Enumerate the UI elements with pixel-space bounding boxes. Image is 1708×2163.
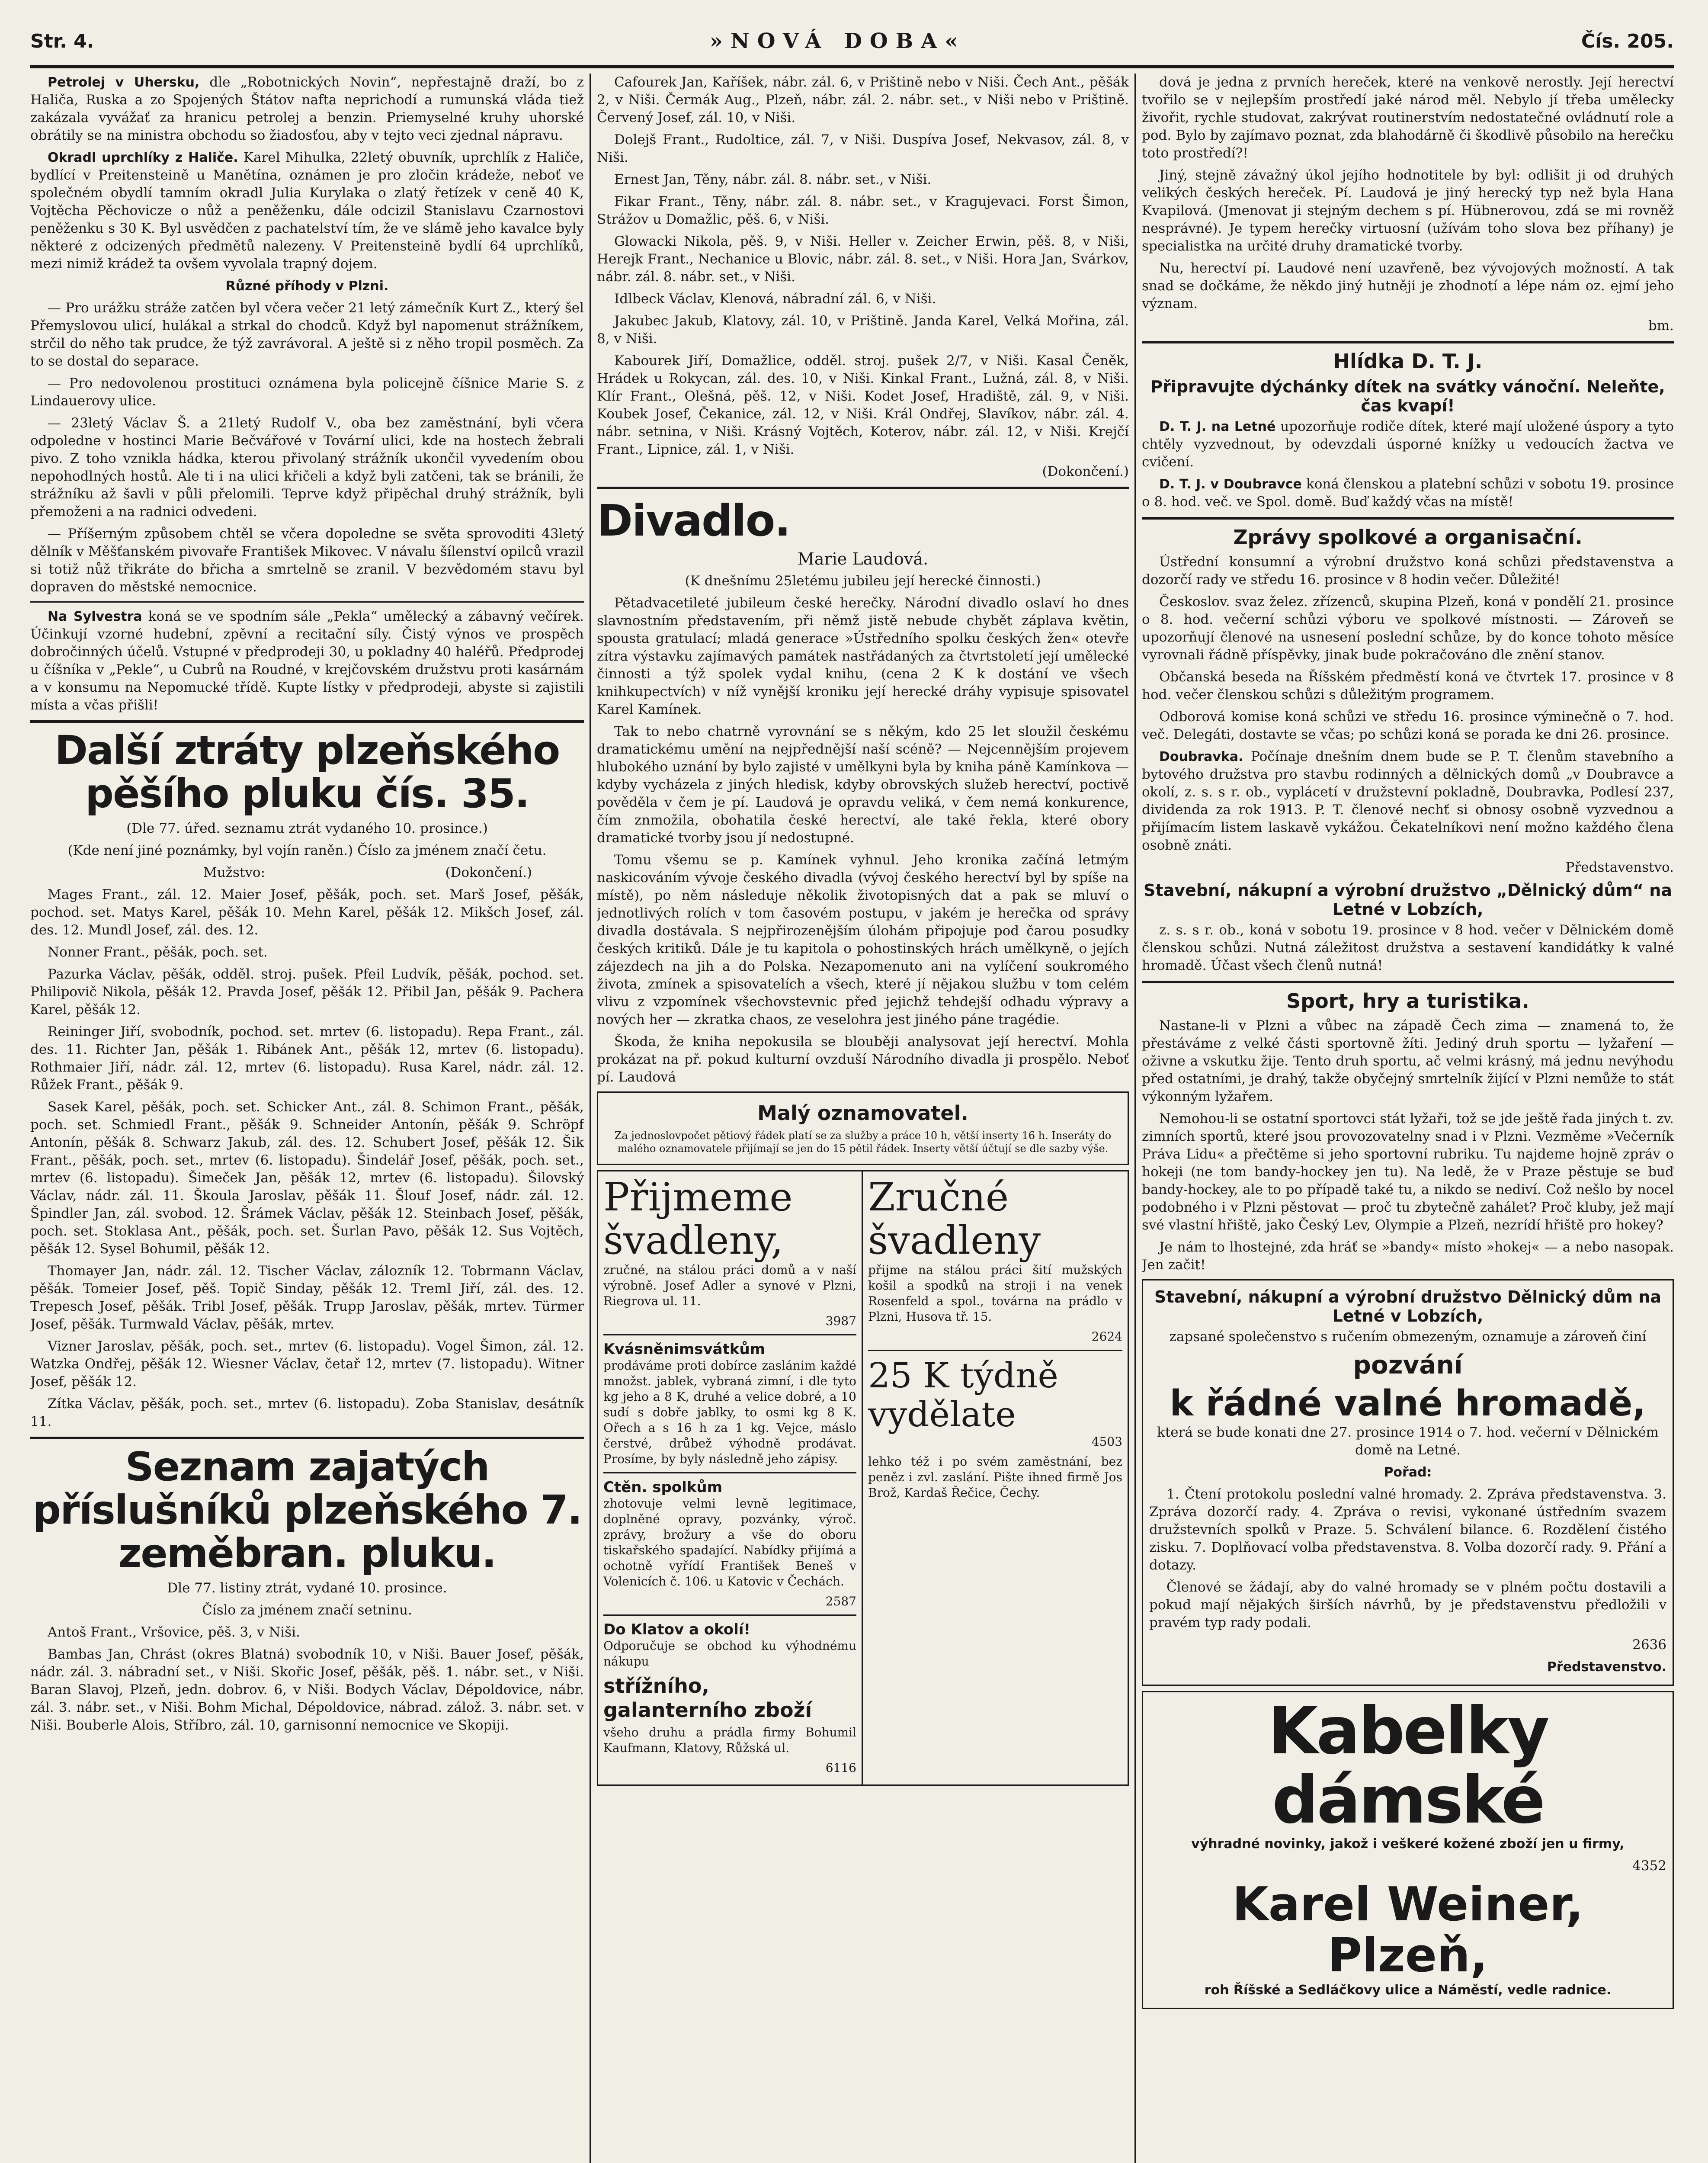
list-item: Pazurka Václav, pěšák, odděl. stroj. pušek. Pfeil Ludvík, pěšák, pochod. set. Philipovič Nikola, pěšák 12. Pravda Josef, pěšák 12. Přibil Jan, pěšák 9. Pachera Karel, pěšák 12. [30, 966, 584, 1017]
section-heading: Sport, hry a turistika. [1286, 989, 1529, 1013]
list-item: Glowacki Nikola, pěš. 9, v Niši. Heller v. Zeicher Erwin, pěš. 8, v Niši, Herejk Frant., Nechanice u Blovic, nábr. zál. 8. set., v Niši. Hora Jan, Svárkov, nábr. zál. 8. nábr. set., v Niši. [597, 234, 1129, 285]
ad-weiner [1142, 1691, 1674, 2009]
ad-number: 4503 [1091, 1435, 1122, 1449]
list-item: Mages Frant., zál. 12. Maier Josef, pěšák, poch. set. Marš Josef, pěšák, pochod. set. Matys Karel, pěšák 10. Mehn Karel, pěšák 12. Mikšch Josef, zál. des. 12. Mundl Josef, zál. des. 12. [30, 887, 584, 938]
section-heading-divadlo: Divadlo. [597, 495, 790, 546]
continuation-note: (Dokončení.) [1042, 464, 1129, 479]
ads-grid [597, 1170, 1129, 1786]
article-title: Marie Laudová. [797, 549, 929, 568]
ad-number: 3987 [825, 1314, 856, 1328]
ad-headline: Karel Weiner, Plzeň, [1232, 1877, 1583, 1983]
article-paragraph: Nastane-li v Plzni a vůbec na západě Čech zima — znamená to, že přestáváme z velké části sportovně žíti. Jediný druh sportu — lyžaření — oživne a vskutku žije. Tento druh sportu, ač velmi krásný, má jednu nevýhodu před ostatními, je drahý, takže obyčejný smrtelník žijící v Plzni nemůže to stát výkonným lyžařem. [1142, 1018, 1674, 1104]
subheading: (Dle 77. úřed. seznamu ztrát vydaného 10. prosince.) [126, 821, 488, 836]
divider [30, 1437, 584, 1439]
notice-heading: Stavební, nákupní a výrobní družstvo „Dělnický dům“ na Letné v Lobzích, [1144, 881, 1672, 919]
ad-text: která se bude konati dne 27. prosince 1914 o 7. hod. večerní v Dělnickém domě na Letné. [1157, 1425, 1659, 1458]
ad-text: přijme na stálou práci šití mužských košil a spodků na stroji i na venek Rosenfeld a spol., továrna na prádlo v Plzni, Husova tř. 15. [868, 1263, 1122, 1324]
article-paragraph: Nu, herectví pí. Laudové není uzavřeně, bez vývojových možností. A tak snad se dočkáme, že někdo jiný hutněji je zhodnotí a lépe nám oz. ejmí jeho význam. [1142, 260, 1674, 311]
ad-headline: Do Klatov a okolí! [603, 1621, 750, 1638]
article-paragraph: — 23letý Václav Š. a 21letý Rudolf V., oba bez zaměstnání, byli včera odpoledne v hostinci Marie Bečvářové v Tovární ulici, kde na hostech žebrali pivo. Z toho vznikla hádka, kterou přivolaný strážník ukončil vyvedením obou nepohodlných hostů. Ale ti i na ulici křičeli a když byli zatčeni, tak se bránili, že strážníku až šavli v půli přelomili. Teprve když připěchal druhý strážník, byli přemoženi a na radnici odvedeni. [30, 415, 584, 520]
notice-heading: Připravujte dýchánky dítek na svátky vánoční. Neleňte, čas kvapí! [1150, 377, 1665, 415]
notice-paragraph: Odborová komise koná schůzi ve středu 16. prosince výminečně o 7. hod. več. Delegáti, dostavte se včas; po schůzi koná se porada ke dni 26. prosince. [1142, 709, 1674, 742]
ad-headline: střížního, galanterního zboží [603, 1674, 812, 1722]
notice-paragraph: D. T. J. na Letné upozorňuje rodiče dítek, které mají uložené úspory a tyto chtěly vyzvednout, by odevzdali úsporné knížky u vedoucích žactva ve cvičení. [1142, 419, 1674, 470]
article-heading: Různé příhody v Plzni. [225, 279, 389, 294]
column-divider [1134, 74, 1136, 2163]
list-item: Ernest Jan, Těny, nábr. zál. 8. nábr. set., v Niši. [614, 172, 932, 187]
article-paragraph: Nemohou-li se ostatní sportovci stát lyžaři, tož se jde ještě řada jiných t. zv. zimních sportů, které jsou provozovatelny snad i v Plzni. Vezměme »Večerník Práva Lidu« a přečtěme si jeho sportovní rubriku. Tu najdeme hojně zpráv o hokeji (ne tom bandy-hockey jen tu). Na ledě, že v Praze pěstuje se buď bandy-hockey, ale to po případě také tu, a nikdo se nediví. Což nešlo by nocel podobného i v Plzni pěstovat — proč tu zbytečně zahálet? Proč kluby, jež mají své vlastní hřiště, jako Český Lev, Olympie a Plzeň, nezrídí hřiště pro hokey? [1142, 1111, 1674, 1233]
ad-number: 2624 [1091, 1329, 1122, 1344]
article-okradl: Okradl uprchlíky z Haliče. Karel Mihulka, 22letý obuvník, uprchlík z Haliče, bydlící v Preitensteině u Manětína, oznámen je pro zločin krádeže, neboť ve společném obydlí tamním okradl Julia Kurylaka o zlatý řetízek v ceně 40 K, Vojtěcha Pěchovicze o nůž a peněženku, dále odcizil Stanislavu Czarnostovi peněženku s 30 K. Byl usvědčen z pachatelství tím, že ve slámě jeho kavalce byly některé z odcizených předmětů nalezeny. V Preitensteině bydlí 64 uprchlíků, mezi nimiž krádež ta ovšem vyvolala trapný dojem. [30, 150, 584, 272]
column-left [30, 74, 584, 2163]
article-paragraph: Tak to nebo chatrně vyrovnání se s někým, kdo 25 let sloužil českému dramatickému umění na nejpřednější naší scéně? — Nejcennějším projevem hlubokého uznání by bylo zajisté v umělkyni byla by kniha páně Kamínkova — kdyby vycházela z jiných hledisk, kdyby obrovských služeb herectví, poctivě pověděla v čem je pí. Laudová je opravdu veliká, v čem nemá konkurence, čím znmožila, obohatila české herectví, ale také řekla, které obory dramatické tvorby jsou jí nedostupné. [597, 724, 1129, 846]
section-heading: Další ztráty plzeňského pěšího pluku čís. 35. [54, 727, 560, 817]
divider [603, 1614, 856, 1616]
ad-number: 2587 [825, 1594, 856, 1608]
ad-number: 6116 [825, 1761, 856, 1775]
ad-text: zhotovuje velmi levně legitimace, doplněné opravy, pozvánky, výroč. zprávy, brožury a vše do oboru tiskařského spadající. Nabídky přijímá a ochotně vyřídí František Beneš v Volenicích č. 106. u Katovic v Čechách. [603, 1496, 856, 1589]
section-heading: Hlídka D. T. J. [1333, 350, 1483, 373]
ad-text: zručné, na stálou práci domů a v naší výrobně. Josef Adler a synové v Plzni, Riegrova ul. 11. [603, 1263, 856, 1308]
note: (Kde není jiné poznámky, byl vojín raněn.) Číslo za jménem značí četu. [67, 843, 547, 858]
ad-text: zapsané společenstvo s ručením obmezeným, oznamuje a zároveň činí [1169, 1329, 1647, 1345]
divider [603, 1472, 856, 1473]
list-item: Nonner Frant., pěšák, poch. set. [48, 944, 268, 960]
ad-text: Odporučuje se obchod ku výhodnému nákupu [603, 1639, 856, 1669]
ad-headline: 25 K týdně vydělate [868, 1355, 1058, 1435]
ad-number: 4352 [1632, 1858, 1666, 1874]
list-item: Sasek Karel, pěšák, poch. set. Schicker Ant., zál. 8. Schimon Frant., pěšák, poch. set. Schmiedl Frant., pěšák 9. Schneider Antonín, pěšák 9. Schröpf Antonín, pěšák 8. Schwarz Jakub, zál. des. 12. Schubert Josef, pěšák 12. Šik Frant., pěšák, poch. set., mrtev (6. listopadu). Šindelář Josef, pěšák, poch. set., mrtev (6. listopadu). Šimeček Jan, pěšák 12, mrtev (6. listopadu). Šilovský Václav, nádr. zál. 11. Škoula Jaroslav, pěšák 11. Šlouf Josef, nádr. zál. 12. Špindler Jan, zál. svobod. 12. Šrámek Václav, pěšák 12. Steinbach Josef, pěšák, poch. set. Stoklasa Ant., pěšák, poch. set. Šurlan Pavo, pěšák 12. Sus Vojtěch, pěšák 12. Sysel Bohumil, pěšák 12. [30, 1099, 584, 1257]
list-item: Reininger Jiří, svobodník, pochod. set. mrtev (6. listopadu). Repa Frant., zál. des. 11. Richter Jan, pěšák 1. Ribánek Ant., pěšák 12, mrtev (6. listopadu). Rothmaier Jiří, nádr. zál. 12, mrtev (6. listopadu). Rusa Karel, nádr. zál. 12. Růžek Frant., pěšák 9. [30, 1024, 584, 1093]
section-heading: Zprávy spolkové a organisační. [1233, 526, 1583, 549]
note: Číslo za jménem značí setninu. [202, 1602, 412, 1618]
list-item: Zítka Václav, pěšák, poch. set., mrtev (6. listopadu). Zoba Stanislav, desátník 11. [30, 1396, 584, 1429]
list-item: Fikar Frant., Těny, nábr. zál. 8. nábr. set., v Kragujevaci. Forst Šimon, Strážov u Domažlic, pěš. 6, v Niši. [597, 194, 1129, 227]
ad-text: všeho druhu a prádla firmy Bohumil Kaufmann, Klatovy, Růžská ul. [603, 1725, 856, 1755]
ad-headline: Kabelky dámské [1268, 1694, 1548, 1838]
ad-text: prodáváme proti dobírce zaslánim každé množst. jablek, vybraná zimní, i dle tyto kg jeho a 8 K, druhé a velice dobré, a 10 sudí s dobře jablky, to osmi kg 8 K. Ořech a s 16 h za 1 kg. Vejce, máslo čerstvé, drůbež výhodně prodávat. Prosíme, by byly následně jeho zápisy. [603, 1358, 856, 1466]
ad-address: roh Říšské a Sedláčkovy ulice a Náměstí, vedle radnice. [1204, 1983, 1612, 1998]
article-paragraph: Je nám to lhostejné, zda hráť se »bandy« místo »hokej« — a nebo nasopak. Jen začit! [1142, 1239, 1674, 1273]
divider [30, 720, 584, 723]
list-item: Antoš Frant., Vršovice, pěš. 3, v Niši. [48, 1624, 300, 1640]
list-item: Idlbeck Václav, Klenová, nábradní zál. 6, v Niši. [614, 291, 936, 307]
article-paragraph: Tomu všemu se p. Kamínek vyhnul. Jeho kronika začíná letmým naskicováním vývoje českého divadla (vývoj českého herectví byl by spíše na místě), po něm následuje několik životopisných dat a pak se mluví o jednotlivých rolích v tom časovém postupu, v jakém je herečka od správy divadla dostávala. S nejpřirozenějším úlohám připojuje pod čarou posudky českých kritiků. Dále je tu kapitola o pohostinských hrách umělkyně, o jejích zájezdech na jih a do Polska. Nezapomenuto ani na vylíčení soukromého života, zmínek a spisovatelích a všech, které jí nějakou službu v tom celém vlivu z vzpomínek všechovstevnic před jejichž tehdejší odhadu výpravy a nových her — zkratka chaos, ze veselohra jest jiného páne tragédie. [597, 852, 1129, 1027]
issue-number: Čís. 205. [1581, 30, 1674, 52]
column-right [1142, 74, 1674, 2163]
divider [597, 487, 1129, 489]
article-paragraph: — Příšerným způsobem chtěl se včera dopoledne se světa sprovoditi 43letý dělník v Měšťanském pivovaře František Mikovec. V návalu šílenství opilců vrazil si totiž nůž třikráte do břicha a smrtelně se zranil. V bezvědomém stavu byl dopraven do městské nemocnice. [30, 526, 584, 595]
ad-subheading: Pořad: [1384, 1465, 1432, 1480]
subheading: Dle 77. listiny ztrát, vydané 10. prosince. [167, 1580, 447, 1596]
newspaper-page [30, 17, 1674, 2163]
notice-paragraph: Občanská beseda na Říšském předměstí koná ve čtvrtek 17. prosince v 8 hod. večer členskou schůzi s důležitým programem. [1142, 669, 1674, 703]
article-paragraph: dová je jedna z prvních hereček, které na venkově nerostly. Její herectví tvořilo se v nejlepším prostředí jaké národ měl. Nebylo jí třeba umělecky živořit, rychle studovat, zakrývat routinerstvím nedostatečné ovládnutí role a pod. Bylo by zajímavo poznat, zda blahodárně či škodlivě působilo na herečku toto prostředí?! [1142, 74, 1674, 161]
notice-paragraph: Českoslov. svaz želez. zřízenců, skupina Plzeň, koná v pondělí 21. prosince o 8. hod. večerní schůzi výboru ve spolkové místnosti. — Zároveň se upozorňují členové na usnesení poslední schůze, by do konce tohoto měsíce vyrovnali řádně příspěvky, jinak bude pokračováno dle znění stanov. [1142, 594, 1674, 663]
ad-text: lehko též i po svém zaměstnání, bez peněz i zvl. zaslání. Pište ihned firmě Jos Brož, Kardaš Řečice, Čechy. [868, 1454, 1122, 1500]
ad-headline: Kvásněnimsvátkům [603, 1341, 766, 1358]
divider [1142, 341, 1674, 343]
classifieds-title: Malý oznamovatel. [757, 1101, 968, 1125]
author-signature: bm. [1648, 318, 1674, 334]
list-item: Dolejš Frant., Rudoltice, zál. 7, v Niši. Duspíva Josef, Nekvasov, zál. 8, v Niši. [597, 132, 1129, 165]
notice-paragraph: Doubravka. Počínaje dnešním dnem bude se P. T. členům stavebního a bytového družstva pro stavbu rodinných a dělnických domů „v Doubravce a okolí, z. s. s r. ob., vyplácetí v družstevní pokladně, Doubravka, Podlesí 237, dividenda za rok 1913. P. T. členové nechť si obnosy osobně vyzvednou a přijímacím listem laskavě vykážou. Čekatelníkovi není možno každého člena osobně znáti. [1142, 749, 1674, 853]
article-paragraph: — Pro nedovolenou prostituci oznámena byla policejně číšnice Marie S. z Lindauerovy ulice. [30, 375, 584, 409]
ad-text: Členové se žádají, aby do valné hromady se v plném počtu dostavili a pokud mají nějakých širších návrhů, by je představenstvu předložili v pravém typ rady podali. [1149, 1579, 1666, 1630]
ad-column [863, 1171, 1128, 1784]
ad-valna-hromada [1142, 1279, 1674, 1686]
classifieds-header [597, 1091, 1129, 1165]
ad-signature: Představenstvo. [1547, 1659, 1666, 1675]
article-paragraph: — Pro urážku stráže zatčen byl včera večer 21 letý zámečník Kurt Z., který šel Přemyslovou ulicí, hulákal a strkal do chodců. Když byl napomenut strážníkem, strčil do něho tak prudce, že týž zavrávoral. A ještě si z něho tropil posměch. Za to se dostal do separace. [30, 300, 584, 369]
notice-paragraph: z. s. s r. ob., koná v sobotu 19. prosince v 8 hod. večer v Dělnickém domě členskou schůzi. Nutná záležitost družstva a sestavení kandidátky k valné hromadě. Účast všech členů nutná! [1142, 922, 1674, 973]
article-petrolej: Petrolej v Uhersku, dle „Robotnických Novin“, nepřestajně draží, bo z Haliča, Ruska a zo Spojených Štátov nafta neprichodí a rumunská vláda tiež zakázala vyvážať za hranicu petrolej a benzin. Priemyselné kruhy uhorské obrátily se na ministra obchodu so žiadosťou, aby v tejto veci zjednal nápravu. [30, 74, 584, 143]
list-item: Thomayer Jan, nádr. zál. 12. Tischer Václav, zálozník 12. Tobrmann Václav, pěšák. Tomeier Josef, pěš. Topič Sinday, pěšák 12. Treml Jiří, zál. des. 12. Trepesch Josef, pěšák. Tribl Josef, pěšák. Trupp Jaroslav, pěšák, mrtev. Türmer Josef, pěšák. Turmwald Václav, pěšák, mrtev. [30, 1263, 584, 1332]
ad-headline: pozvání [1353, 1350, 1463, 1380]
page-number: Str. 4. [30, 30, 94, 52]
ad-headline: Stavební, nákupní a výrobní družstvo Dělnický dům na Letné v Lobzích, [1154, 1287, 1661, 1325]
notice-paragraph: D. T. J. v Doubravce koná členskou a platební schůzi v sobotu 19. prosince o 8. hod. več. ve Spol. domě. Buď každý včas na místě! [1142, 476, 1674, 510]
newspaper-title: »NOVÁ DOBA« [709, 29, 966, 53]
list-item: Cafourek Jan, Kaříšek, nábr. zál. 6, v Prištině nebo v Niši. Čech Ant., pěšák 2, v Niši. Čermák Aug., Plzeň, nábr. zál. 2. nábr. set., v Niši nebo v Prištině. Červený Josef, zál. 10, v Niši. [597, 74, 1129, 125]
article-paragraph: Škoda, že kniha nepokusila se blouběji analysovat její herectví. Mohla prokázat na př. pokud kulturní ovzduší Národního divadla ji prospělo. Neboť pí. Laudová [597, 1034, 1129, 1085]
notice-signature: Představenstvo. [1565, 860, 1674, 875]
divider [868, 1350, 1122, 1351]
list-item: Vizner Jaroslav, pěšák, poch. set., mrtev (6. listopadu). Vogel Šimon, zál. 12. Watzka Ondřej, pěšák 12. Wiesner Václav, četař 12, mrtev (7. listopadu). Witner Josef, pěšák 12. [30, 1338, 584, 1390]
page-header [30, 17, 1674, 68]
article-paragraph: Pětadvacetileté jubileum české herečky. Národní divadlo oslaví ho dnes slavnostním představením, při němž jistě nebude chybět záplava květin, spousta gratulací; mladá generace »Ústředního spolku českých žen« otevře zítra výstavku zajímavých památek nastřádaných za čtvrtstoletí její umělecké činnosti a týž spolek vydal knihu, (cena 2 K k dostání ve všech knihkupectvích) v níž vynější kroniku její herecké dráhy vypisuje spisovatel Karel Kamínek. [597, 595, 1129, 717]
column-middle [597, 74, 1129, 2163]
ad-headline: Zručné švadleny [868, 1175, 1041, 1263]
classifieds-rates: Za jednoslovpočet pětiový řádek platí se za služby a práce 10 h, větší inserty 16 h. Inseráty do malého oznamovatele přijímají se jen do 15 pětil řádek. Inserty větší účtují se dle sazby výše. [614, 1130, 1112, 1155]
column-divider [590, 74, 591, 2163]
section-heading: Seznam zajatých příslušníků plzeňského 7. zeměbran. pluku. [32, 1444, 582, 1576]
divider [603, 1334, 856, 1335]
list-item: Bambas Jan, Chrást (okres Blatná) svobodník 10, v Niši. Bauer Josef, pěšák, nádr. zál. 3. nábradní set., v Niši. Skořic Josef, pěšák, pěš. 1. nábr. set., v Niši. Baran Slavoj, Plzeň, jedn. dobrov. 6, v Niši. Bodych Václav, Dépoldovice, nábr. zál. 3. nábr. set., v Niši. Bohm Michal, Dépoldovice, nábrad. zálož. 3. nábr. set. v Niši. Bouberle Alois, Stříbro, zál. 10, garnisonní nemocnice ve Skopiji. [30, 1646, 584, 1733]
divider [1142, 981, 1674, 983]
notice-paragraph: Ústřední konsumní a výrobní družstvo koná schůzi představenstva a dozorčí rady ve středu 16. prosince v 8 hodin večer. Důležité! [1142, 554, 1674, 587]
divider [1142, 517, 1674, 520]
list-item: Jakubec Jakub, Klatovy, zál. 10, v Prištině. Janda Karel, Velká Mořina, zál. 8, v Niši. [597, 313, 1129, 347]
ad-number: 2636 [1632, 1637, 1666, 1653]
ad-text: 1. Čtení protokolu poslední valné hromady. 2. Zpráva představenstva. 3. Zpráva dozorčí rady. 4. Zpráva o revisi, vykonané ústředním svazem družstevních spolků v Praze. 5. Schválení bilance. 6. Rozdělení čistého zisku. 7. Doplňovací volba představenstva. 8. Volba dozorčí rady. 9. Přání a dotazy. [1149, 1486, 1666, 1573]
list-item: Kabourek Jiří, Domažlice, odděl. stroj. pušek 2/7, v Niši. Kasal Čeněk, Hrádek u Rokycan, zál. des. 10, v Niši. Kinkal Frant., Lužná, zál. 8, v Niši. Klír Frant., Olešná, pěš. 12, v Niši. Kodet Josef, Hradiště, zál. 9, v Niši. Koubek Josef, Čekanice, zál. 12, v Niši. Král Ondřej, Slavíkov, nábr. zál. 4. nábr. setnina, v Niši. Krásný Vojtěch, Koterov, nábr. zál. 12, v Niši. Krejčí Frant., Lipnice, zál. 1, v Niši. [597, 353, 1129, 457]
ad-headline: Ctěn. spolkům [603, 1479, 723, 1496]
divider [30, 601, 584, 603]
ad-headline: Přijmeme švadleny, [603, 1175, 793, 1263]
ad-headline: k řádné valné hromadě, [1170, 1383, 1646, 1424]
article-sylvestr: Na Sylvestra koná se ve spodním sále „Pekla“ umělecký a zábavný večírek. Účinkují vzorné hudební, zpěvní a recitační síly. Čistý výnos ve prospěch dobročinných účelů. Vstupné v předprodeji 30, u pokladny 40 haléřů. Předprodej u číšníka v „Pekle“, u Cubrů na Roudné, v krejčovském družstvu proti kasárnám a v konsumu na Nepomucké třídě. Kupte lístky v předprodeji, abyste si zajistili místa a včas přišli! [30, 609, 584, 713]
article-paragraph: Jiný, stejně závažný úkol jejího hodnotitele by byl: odlišit ji od druhých velikých českých hereček. Pí. Laudová je jiný herecký typ než byla Hana Kvapilová. (Jmenovat ji stejným dechem s pí. Hübnerovou, zdá se mi rovněž nesprávné). Je typem herečky virtuosní (užívám toho slova bez příhany) je specialistka na určité druhy dramatické tvorby. [1142, 167, 1674, 254]
list-header: Mužstvo: (Dokončení.) [203, 865, 532, 880]
article-subtitle: (K dnešnímu 25letému jubileu její herecké činnosti.) [685, 573, 1041, 589]
ad-column [598, 1171, 863, 1784]
ad-text: výhradné novinky, jakož i veškeré kožené zboží jen u firmy, [1191, 1836, 1625, 1852]
